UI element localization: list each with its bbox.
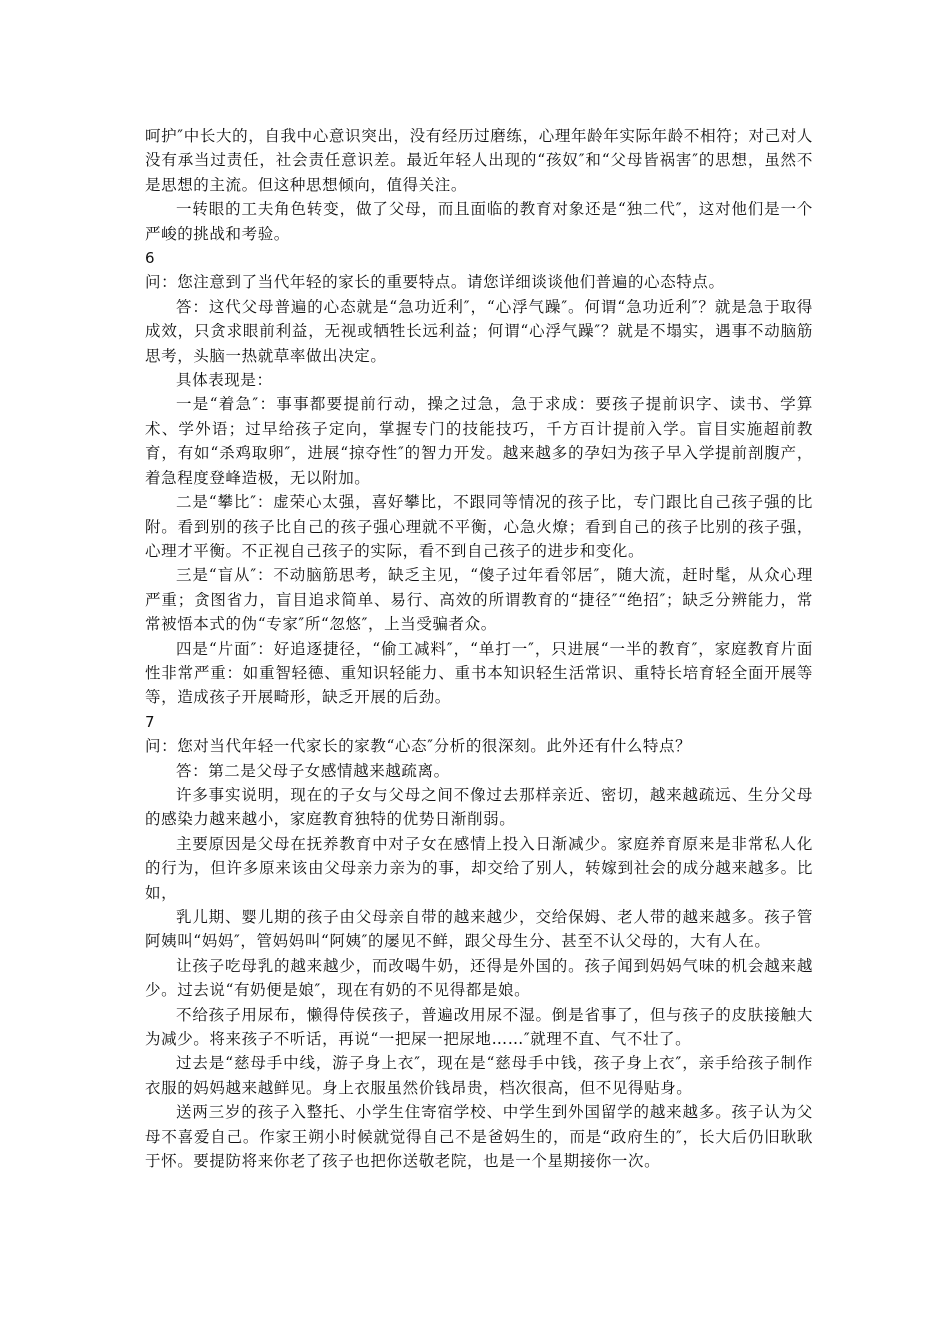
section-number: 6 bbox=[145, 249, 156, 268]
paragraph: 一是“着急″：事事都要提前行动，操之过急，急于求成：要孩子提前识字、读书、学算术、学外语；过早给孩子定向，掌握专门的技能技巧，千方百计提前入学。盲目实施超前教育，有如“杀鸡取卵″，进展“掠夺性″的智力开发。越来越多的孕妇为孩子早入学提前剖腹产，着急程度登峰造极，无以附加。 bbox=[145, 395, 813, 487]
question: 问：您注意到了当代年轻的家长的重要特点。请您详细谈谈他们普遍的心态特点。 bbox=[145, 273, 725, 292]
paragraph: 具体表现是： bbox=[176, 371, 273, 390]
paragraph: 送两三岁的孩子入整托、小学生住寄宿学校、中学生到外国留学的越来越多。孩子认为父母不喜爱自己。作家王朔小时候就觉得自己不是爸妈生的，而是“政府生的″，长大后仍旧耿耿于怀。要提防将来你老了孩子也把你送敬老院，也是一个星期接你一次。 bbox=[145, 1103, 813, 1171]
answer: 答：这代父母普遍的心态就是“急功近利″，“心浮气躁″。何谓“急功近利″？就是急于取得成效，只贪求眼前利益，无视或牺牲长远利益；何谓“心浮气躁″？就是不塌实，遇事不动脑筋思考，头脑一热就草率做出决定。 bbox=[145, 297, 813, 365]
document-body bbox=[145, 124, 813, 1173]
question: 问：您对当代年轻一代家长的家教“心态″分析的很深刻。此外还有什么特点？ bbox=[145, 737, 692, 756]
section-number: 7 bbox=[145, 712, 156, 731]
paragraph: 四是“片面″：好追逐捷径，“偷工减料″，“单打一″，只进展“一半的教育″，家庭教育片面性非常严重：如重智轻德、重知识轻能力、重书本知识轻生活常识、重特长培育轻全面开展等等，造成孩子开展畸形，缺乏开展的后劲。 bbox=[145, 639, 813, 707]
paragraph: 一转眼的工夫角色转变，做了父母，而且面临的教育对象还是“独二代″，这对他们是一个严峻的挑战和考验。 bbox=[145, 200, 813, 243]
paragraph: 三是“盲从″：不动脑筋思考，缺乏主见，“傻子过年看邻居″，随大流，赶时髦，从众心理严重；贪图省力，盲目追求简单、易行、高效的所谓教育的“捷径″“绝招″；缺乏分辨能力，常常被悟本式的伪“专家″所“忽悠″，上当受骗者众。 bbox=[145, 566, 813, 634]
paragraph: 呵护″中长大的，自我中心意识突出，没有经历过磨练，心理年龄年实际年龄不相符；对己对人没有承当过责任，社会责任意识差。最近年轻人出现的“孩奴″和“父母皆祸害″的思想，虽然不是思想的主流。但这种思想倾向，值得关注。 bbox=[145, 127, 813, 194]
paragraph: 不给孩子用尿布，懒得侍侯孩子，普遍改用尿不湿。倒是省事了，但与孩子的皮肤接触大为减少。将来孩子不听话，再说“一把屎一把尿地……″就理不直、气不壮了。 bbox=[145, 1005, 813, 1049]
paragraph: 二是“攀比″：虚荣心太强，喜好攀比，不跟同等情况的孩子比，专门跟比自己孩子强的比附。看到别的孩子比自己的孩子强心理就不平衡，心急火燎；看到自己的孩子比别的孩子强，心理才平衡。不正视自己孩子的实际，看不到自己孩子的进步和变化。 bbox=[145, 493, 813, 560]
paragraph: 让孩子吃母乳的越来越少，而改喝牛奶，还得是外国的。孩子闻到妈妈气味的机会越来越少。过去说“有奶便是娘″，现在有奶的不见得都是娘。 bbox=[145, 956, 813, 1000]
paragraph: 过去是“慈母手中线，游子身上衣″，现在是“慈母手中钱，孩子身上衣″，亲手给孩子制作衣服的妈妈越来越鲜见。身上衣服虽然价钱昂贵，档次很高，但不见得贴身。 bbox=[145, 1054, 813, 1097]
paragraph: 许多事实说明，现在的子女与父母之间不像过去那样亲近、密切，越来越疏远、生分父母的感染力越来越小，家庭教育独特的优势日渐削弱。 bbox=[145, 785, 813, 829]
answer: 答：第二是父母子女感情越来越疏离。 bbox=[176, 761, 450, 780]
paragraph: 主要原因是父母在抚养教育中对子女在感情上投入日渐减少。家庭养育原来是非常私人化的行为，但许多原来该由父母亲力亲为的事，却交给了别人，转嫁到社会的成分越来越多。比如， bbox=[145, 834, 813, 902]
paragraph: 乳儿期、婴儿期的孩子由父母亲自带的越来越少，交给保姆、老人带的越来越多。孩子管阿姨叫“妈妈″，管妈妈叫“阿姨″的屡见不鲜，跟父母生分、甚至不认父母的，大有人在。 bbox=[145, 908, 813, 951]
